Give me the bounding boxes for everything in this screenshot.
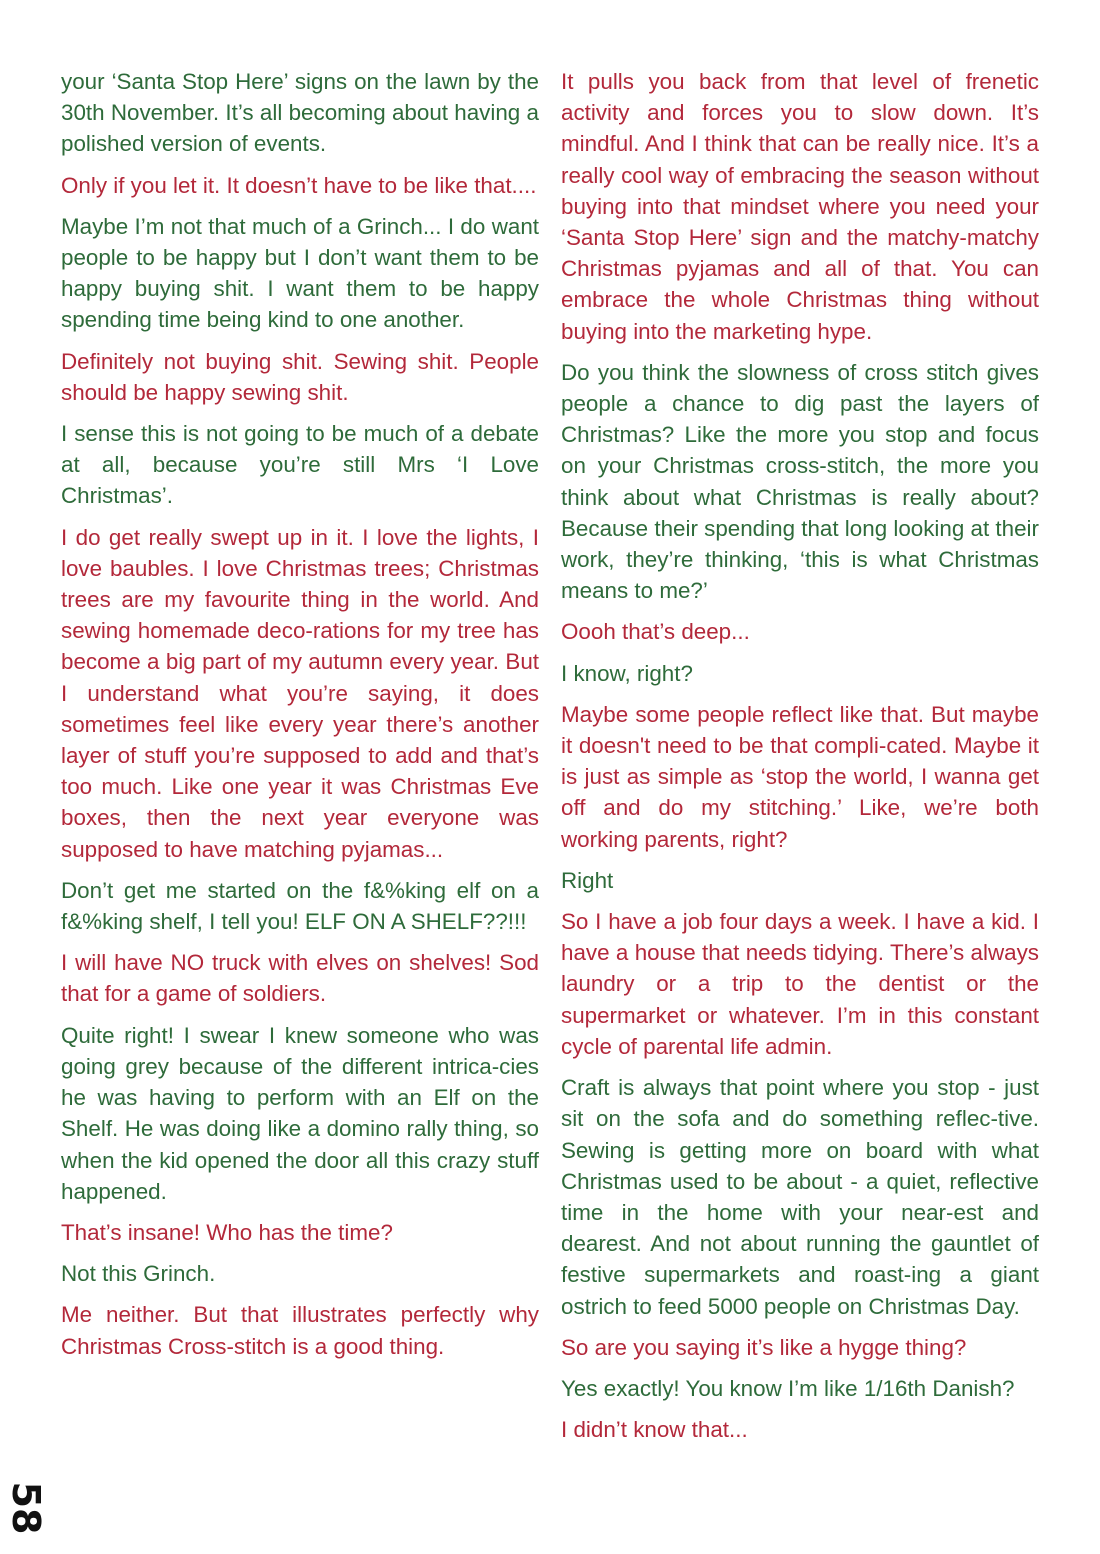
paragraph-r11: I didn’t know that...: [561, 1417, 748, 1443]
paragraph-l10: That’s insane! Who has the time?: [61, 1219, 393, 1245]
paragraph-l9: Quite right! I swear I knew someone who was going grey because of the different intrica-cies he was having to perform with an Elf on the Shelf. He was doing like a domino rally thing, so when the kid opened the door all this crazy stuff happened.: [61, 1022, 539, 1204]
paragraph-r9: So are you saying it’s like a hygge thing?: [561, 1334, 967, 1360]
paragraph-r1: It pulls you back from that level of frenetic activity and forces you to slow down. It’s mindful. And I think that can be really nice. It’s a really cool way of embracing the season without buying into that mindset where you need your ‘Santa Stop Here’ sign and the matchy-matchy Christmas pyjamas and all of that. You can embrace the whole Christmas thing without buying into the marketing hype.: [561, 69, 1039, 344]
right-column: [561, 66, 1039, 1455]
paragraph-l5: I sense this is not going to be much of a debate at all, because you’re still Mrs ‘I Love Christmas’.: [61, 421, 539, 509]
paragraph-l7: Don’t get me started on the f&%king elf on a f&%king shelf, I tell you! ELF ON A SHELF??!!!: [61, 877, 539, 935]
paragraph-l8: I will have NO truck with elves on shelves! Sod that for a game of soldiers.: [61, 950, 539, 1007]
paragraph-r8: Craft is always that point where you stop - just sit on the sofa and do something reflec-tive. Sewing is getting more on board with what Christmas used to be about - a quiet, reflective time in the home with your near-est and dearest. And not about running the gauntlet of festive supermarkets and roast-ing a giant ostrich to feed 5000 people on Christmas Day.: [561, 1075, 1039, 1319]
paragraph-l6: I do get really swept up in it. I love the lights, I love baubles. I love Christmas trees; Christmas trees are my favourite thing in the world. And sewing homemade deco-rations for my tree has become a big part of my autumn every year. But I understand what you’re saying, it does sometimes feel like every year there’s another layer of stuff you’re supposed to add and that’s too much. Like one year it was Christmas Eve boxes, then the next year everyone was supposed to have matching pyjamas...: [61, 524, 539, 862]
paragraph-r3: Oooh that’s deep...: [561, 619, 750, 645]
paragraph-l2: Only if you let it. It doesn’t have to be like that....: [61, 172, 537, 198]
paragraph-r5: Maybe some people reflect like that. But maybe it doesn't need to be that compli-cated. Maybe it is just as simple as ‘stop the world, I wanna get off and do my stitching.’ Like, we’re both working parents, right?: [561, 701, 1039, 852]
paragraph-l12: Me neither. But that illustrates perfectly why Christmas Cross-stitch is a good thing.: [61, 1302, 539, 1359]
paragraph-r7: So I have a job four days a week. I have a kid. I have a house that needs tidying. There’s always laundry or a trip to the dentist or the supermarket or whatever. I’m in this constant cycle of parental life admin.: [561, 909, 1039, 1059]
page-number: 58: [4, 1481, 48, 1535]
paragraph-r2: Do you think the slowness of cross stitch gives people a chance to dig past the layers of Christmas? Like the more you stop and focus on your Christmas cross-stitch, the more you think about what Christmas is really about? Because their spending that long looking at their work, they’re thinking, ‘this is what Christmas means to me?’: [561, 359, 1039, 604]
paragraph-r10: Yes exactly! You know I’m like 1/16th Danish?: [561, 1375, 1015, 1401]
paragraph-l3: Maybe I’m not that much of a Grinch... I do want people to be happy but I don’t want them to be happy buying shit. I want them to be happy spending time being kind to one another.: [61, 213, 539, 333]
paragraph-l4: Definitely not buying shit. Sewing shit. People should be happy sewing shit.: [61, 348, 539, 405]
paragraph-r6: Right: [561, 867, 614, 893]
paragraph-r4: I know, right?: [561, 660, 693, 686]
paragraph-l11: Not this Grinch.: [61, 1261, 216, 1287]
paragraph-l1: your ‘Santa Stop Here’ signs on the lawn by the 30th November. It’s all becoming about having a polished version of events.: [61, 69, 539, 157]
left-column: [61, 66, 539, 1372]
